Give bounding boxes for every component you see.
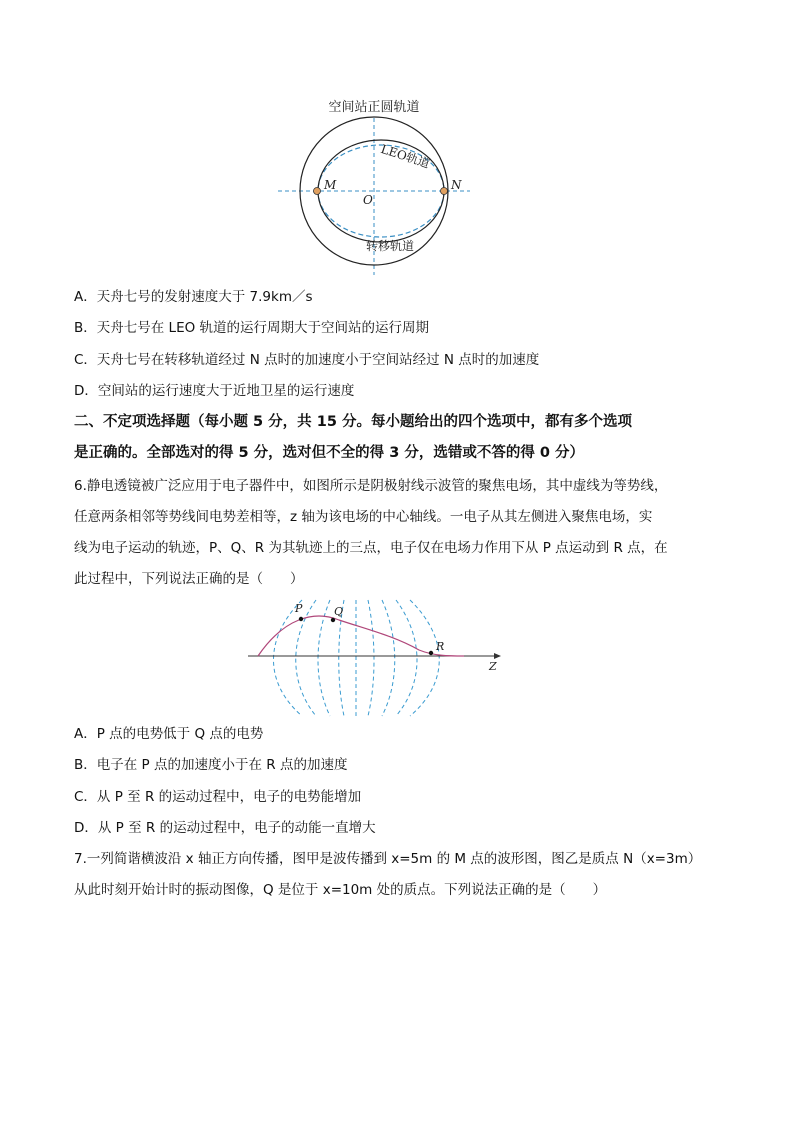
equipotential-line [274, 600, 303, 716]
section2-heading-line2: 是正确的。全部选对的得 5 分，选对但不全的得 3 分，选错或不答的得 0 分） [74, 445, 585, 461]
q7-stem-line1: 7.一列简谐横波沿 x 轴正方向传播，图甲是波传播到 x=5m 的 M 点的波形图，图乙是质点 N（x=3m） [74, 851, 702, 867]
point-r-label: R [436, 640, 445, 653]
q5-option-d: D．空间站的运行速度大于近地卫星的运行速度 [74, 383, 355, 399]
equipotential-line [396, 600, 417, 716]
q6-option-c: C．从 P 至 R 的运动过程中，电子的电势能增加 [74, 789, 362, 805]
z-axis-label: Z [489, 660, 497, 673]
point-q-label: Q [334, 605, 344, 618]
q6-option-b: B．电子在 P 点的加速度小于在 R 点的加速度 [74, 757, 348, 773]
q6-stem-line1: 6.静电透镜被广泛应用于电子器件中，如图所示是阴极射线示波管的聚焦电场，其中虚线为等势线， [74, 478, 668, 494]
q6-option-d: D．从 P 至 R 的运动过程中，电子的动能一直增大 [74, 820, 376, 836]
z-axis-arrow [494, 653, 501, 659]
leo-label: LEO轨道 [379, 141, 432, 171]
equipotential-line [410, 600, 439, 716]
orbit-title: 空间站正圆轨道 [328, 100, 420, 115]
q5-option-b: B．天舟七号在 LEO 轨道的运行周期大于空间站的运行周期 [74, 320, 430, 336]
equipotential-line [368, 600, 374, 716]
point-q-marker [331, 618, 335, 622]
point-r-marker [429, 651, 433, 655]
transfer-label: 转移轨道 [365, 239, 415, 253]
point-m-marker [314, 188, 321, 195]
point-o-label: O [363, 193, 373, 207]
q6-stem-line2: 任意两条相邻等势线间电势差相等，z 轴为该电场的中心轴线。一电子从其左侧进入聚焦电场，实 [74, 509, 653, 525]
point-m-label: M [324, 178, 337, 192]
lens-field-diagram [244, 598, 506, 720]
q7-stem-line2: 从此时刻开始计时的振动图像，Q 是位于 x=10m 处的质点。下列说法正确的是（ ） [74, 882, 607, 898]
section2-heading-line1: 二、不定项选择题（每小题 5 分，共 15 分。每小题给出的四个选项中，都有多个选项 [74, 414, 632, 430]
equipotential-line [382, 600, 395, 716]
q5-option-a: A．天舟七号的发射速度大于 7.9km／s [74, 289, 313, 305]
q6-option-a: A．P 点的电势低于 Q 点的电势 [74, 726, 264, 742]
point-n-marker [441, 188, 448, 195]
point-p-label: P [295, 602, 303, 615]
q5-option-c: C．天舟七号在转移轨道经过 N 点时的加速度小于空间站经过 N 点时的加速度 [74, 352, 540, 368]
electron-trajectory [258, 616, 464, 656]
q6-stem-line3: 线为电子运动的轨迹，P、Q、R 为其轨迹上的三点，电子仅在电场力作用下从 P 点运动到 R 点，在 [74, 540, 668, 556]
q6-stem-line4: 此过程中，下列说法正确的是（ ） [74, 571, 304, 587]
orbit-diagram [270, 92, 480, 277]
point-n-label: N [451, 178, 462, 192]
point-p-marker [299, 617, 303, 621]
